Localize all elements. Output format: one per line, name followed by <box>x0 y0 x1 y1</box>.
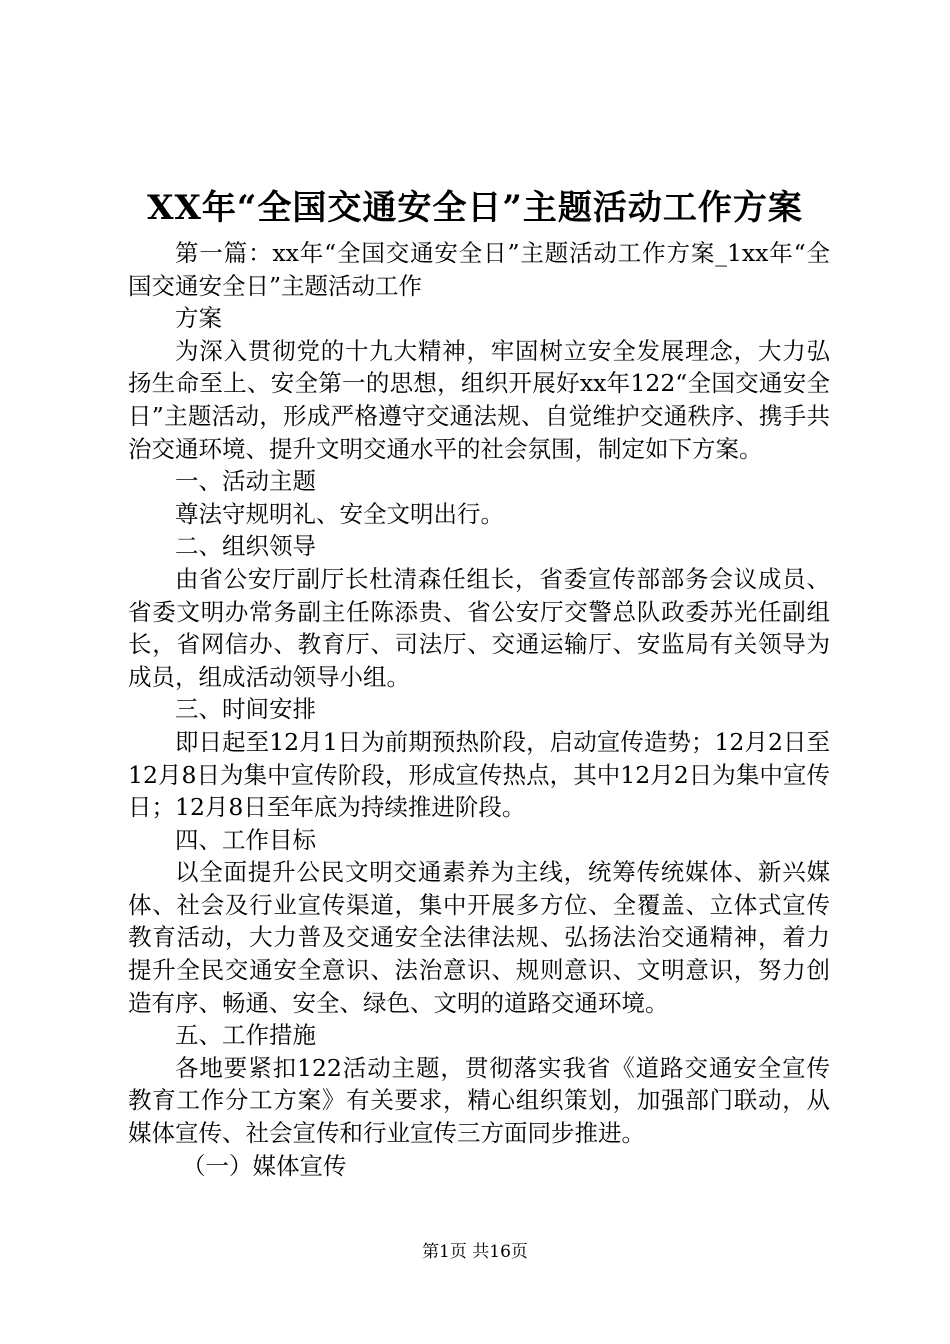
paragraph: 即日起至12月1日为前期预热阶段，启动宣传造势；12月2日至12月8日为集中宣传阶段，形成宣传热点，其中12月2日为集中宣传日；12月8日至年底为持续推进阶段。 <box>128 727 830 822</box>
paragraph: 第一篇：xx年“全国交通安全日”主题活动工作方案_1xx年“全国交通安全日”主题活动工作 <box>128 239 830 300</box>
section-heading: 二、组织领导 <box>175 532 316 561</box>
paragraph: 各地要紧扣122活动主题，贯彻落实我省《道路交通安全宣传教育工作分工方案》有关要求，精心组织策划，加强部门联动，从媒体宣传、社会宣传和行业宣传三方面同步推进。 <box>128 1053 830 1148</box>
section-heading: 五、工作措施 <box>175 1021 316 1050</box>
paragraph: 由省公安厅副厅长杜清森任组长，省委宣传部部务会议成员、省委文明办常务副主任陈添贵、省公安厅交警总队政委苏光任副组长，省网信办、教育厅、司法厅、交通运输厅、安监局有关领导为成员，组成活动领导小组。 <box>128 564 830 691</box>
paragraph: 方案 <box>175 304 222 333</box>
paragraph: 以全面提升公民文明交通素养为主线，统筹传统媒体、新兴媒体、社会及行业宣传渠道，集中开展多方位、全覆盖、立体式宣传教育活动，大力普及交通安全法律法规、弘扬法治交通精神，着力提升全民交通安全意识、法治意识、规则意识、文明意识，努力创造有序、畅通、安全、绿色、文明的道路交通环境。 <box>128 858 830 1017</box>
document-title: XX年“全国交通安全日”主题活动工作方案 <box>147 188 803 228</box>
section-heading: 三、时间安排 <box>175 695 316 724</box>
document-body <box>128 237 830 1182</box>
paragraph: 为深入贯彻党的十九大精神，牢固树立安全发展理念，大力弘扬生命至上、安全第一的思想，组织开展好xx年122“全国交通安全日”主题活动，形成严格遵守交通法规、自觉维护交通秩序、携手共治交通环境、提升文明交通水平的社会氛围，制定如下方案。 <box>128 336 830 463</box>
paragraph: 尊法守规明礼、安全文明出行。 <box>175 499 504 528</box>
page-footer: 第1页 共16页 <box>422 1242 528 1262</box>
subsection-heading: （一）媒体宣传 <box>182 1151 347 1180</box>
section-heading: 一、活动主题 <box>175 467 316 496</box>
section-heading: 四、工作目标 <box>175 825 316 854</box>
